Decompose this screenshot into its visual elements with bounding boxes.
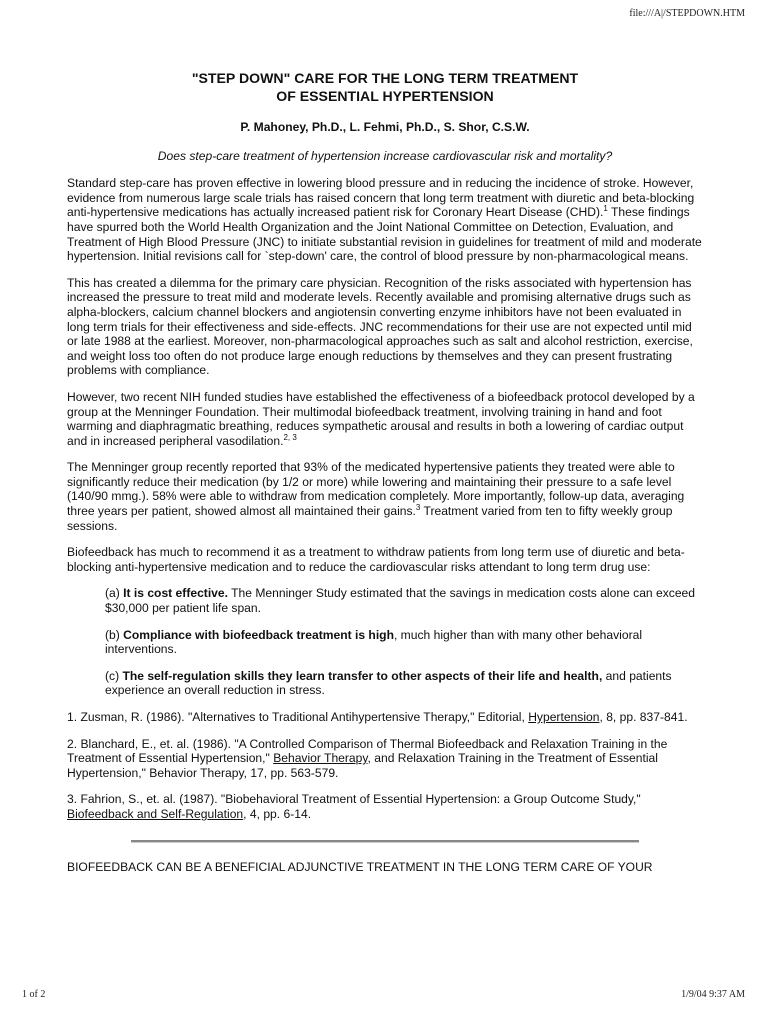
footnote-ref[interactable]: 1	[603, 204, 608, 214]
paragraph-5: Biofeedback has much to recommend it as a treatment to withdraw patients from long term use of diuretic and beta-blocking anti-hypertensive medication and to reduce the cardiovascular risks attendant to long term drug use:	[67, 545, 685, 574]
print-timestamp: 1/9/04 9:37 AM	[681, 989, 745, 1000]
footnote-ref[interactable]: 2, 3	[283, 432, 297, 442]
paragraph-4: The Menninger group recently reported that 93% of the medicated hypertensive patients they treated were able to significantly reduce their medication (by 1/2 or more) while lowering and maintaining their pressure to a safe level (140/90 mmg.). 58% were able to withdraw from medication completely. More importantly, follow-up data, averaging three years per patient, showed almost all maintained their gains.$^3$ Treatment varied from ten to fifty weekly group sessions.	[67, 460, 685, 533]
journal-link[interactable]: Biofeedback and Self-Regulation	[67, 806, 244, 821]
paragraph-2: This has created a dilemma for the primary care physician. Recognition of the risks associated with hypertension has increased the pressure to treat mild and moderate levels. Recently available and promising alternative drugs such as alpha-blockers, calcium channel blockers and angiotensin converting enzyme inhibitors have not been evaluated in long term trials for their effectiveness and side-effects. JNC recommendations for their use are not expected until mid or late 1988 at the earliest. Moreover, non-pharmacological approaches such as salt and alcohol restriction, exercise, and weight loss too often do not produce large enough reductions by themselves and they can present frustrating problems with compliance.	[67, 275, 693, 378]
footnote-ref[interactable]: 3	[415, 503, 421, 513]
benefit-item-b: (b) Compliance with biofeedback treatment is high, much higher than with many other behavioral interventions.	[105, 627, 643, 657]
horizontal-rule	[131, 840, 639, 843]
article-title	[67, 70, 703, 105]
benefit-item-c: (c) The self-regulation skills they learn transfer to other aspects of their life and health, and patients experience an overall reduction in stress.	[105, 668, 672, 698]
authors: P. Mahoney, Ph.D., L. Fehmi, Ph.D., S. Shor, C.S.W.	[240, 120, 530, 134]
lead-question: Does step-care treatment of hypertension increase cardiovascular risk and mortality?	[157, 148, 613, 163]
journal-link[interactable]: Behavior Therapy	[273, 751, 368, 766]
reference-3: 3. Fahrion, S., et. al. (1987). "Biobehavioral Treatment of Essential Hypertension: a Group Outcome Study," Biofeedback and Self-Regulation, 4, pp. 6-14.	[67, 792, 641, 821]
article	[67, 70, 703, 874]
reference-2: 2. Blanchard, E., et. al. (1986). "A Controlled Comparison of Thermal Biofeedback and Relaxation Training in the Treatment of Essential Hypertension," Behavior Therapy, and Relaxation Training in the Treatment of Essential Hypertension," Behavior Therapy, 17, pp. 563-579.	[67, 736, 668, 780]
closing-statement: BIOFEEDBACK CAN BE A BENEFICIAL ADJUNCTIVE TREATMENT IN THE LONG TERM CARE OF YOUR	[67, 859, 653, 874]
title-line-2: OF ESSENTIAL HYPERTENSION	[276, 87, 494, 104]
benefit-item-a: (a) It is cost effective. The Menninger Study estimated that the savings in medication costs alone can exceed $30,000 per patient life span.	[105, 586, 696, 616]
journal-link[interactable]: Hypertension	[528, 710, 600, 724]
page-number: 1 of 2	[22, 989, 46, 1000]
paragraph-1: Standard step-care has proven effective in lowering blood pressure and in reducing the incidence of stroke. However, evidence from numerous large scale trials has raised concern that long term treatment with diuretic and beta-blocking anti-hypertensive medications has actually increased patient risk for Coronary Heart Disease (CHD).$^1$ These findings have spurred both the World Health Organization and the Joint National Committee on Detection, Evaluation, and Treatment of High Blood Pressure (JNC) to initiate substantial revision in guidelines for treatment of mild and moderate hypertension. Initial revisions call for `step-down' care, the control of blood pressure by non-pharmacological means.	[67, 176, 702, 264]
title-line-1: "STEP DOWN" CARE FOR THE LONG TERM TREATMENT	[191, 70, 579, 86]
print-header-url: file:///A|/STEPDOWN.HTM	[629, 8, 745, 19]
paragraph-3: However, two recent NIH funded studies have established the effectiveness of a biofeedback protocol developed by a group at the Menninger Foundation. Their multimodal biofeedback treatment, involving training in hand and foot warming and diaphragmatic breathing, reduces sympathetic arousal and results in both a lowering of cardiac output and in increased peripheral vasodilation.$^{2, 3}$	[67, 389, 695, 448]
reference-1: 1. Zusman, R. (1986). "Alternatives to Traditional Antihypertensive Therapy," Editorial, Hypertension, 8, pp. 837-841.	[67, 710, 688, 724]
